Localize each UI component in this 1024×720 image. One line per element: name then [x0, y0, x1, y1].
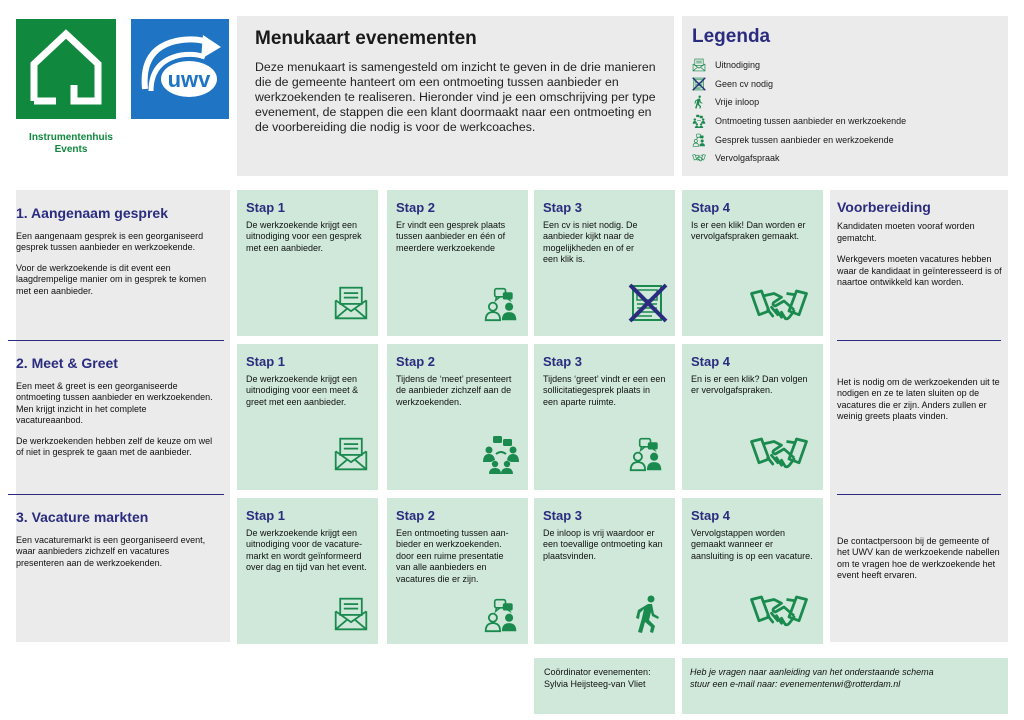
legend-item: Vrije inloop [692, 93, 998, 112]
conversation-icon [692, 133, 706, 147]
legend-panel [682, 16, 1008, 176]
section-title: 1. Aangenaam gesprek [16, 205, 168, 221]
legend-title: Legenda [692, 26, 771, 47]
meeting-group-icon [481, 434, 521, 474]
step-card: Stap 1 De werkzoekende krijgt een uitnodiging voor de vacature-markt en wordt geïnformeerd over dag en tijd van het event. [237, 498, 378, 644]
envelope-icon [333, 285, 369, 321]
contact-email[interactable]: stuur een e-mail naar: evenementenwi@rotterdam.nl [690, 679, 901, 689]
legend-item: Vervolgafspraak [692, 149, 998, 168]
section-vacature-markten: 3. Vacature markten Een vacaturemarkt is een georganiseerd event, waar aanbieders zichzelf en vacatures presenteren aan de werkzoekenden. [16, 509, 214, 578]
contact-text: Heb je vragen naar aanleiding van het onderstaande schema [690, 667, 934, 677]
house-icon [16, 19, 116, 119]
step-card: Stap 2 Er vindt een gesprek plaats tussen aanbieder en één of meerdere werkzoekende [387, 190, 528, 336]
preparation-title: Voorbereiding [837, 199, 931, 215]
page-title: Menukaart evenementen [255, 28, 477, 49]
walking-person-icon [634, 594, 664, 634]
no-cv-icon [628, 282, 668, 324]
preparation-panel [830, 190, 1008, 642]
instrumentenhuis-logo [16, 19, 116, 119]
preparation-block: De contactpersoon bij de gemeente of het UWV kan de werkzoekende nabellen om te vragen hoe de werkzoekende het event heeft ervaren. [837, 536, 1000, 581]
conversation-icon [483, 597, 519, 633]
divider [837, 340, 1001, 341]
handshake-icon [748, 592, 810, 632]
section-title: 3. Vacature markten [16, 509, 149, 525]
step-card: Stap 4 Is er een klik! Dan worden er vervolgafspraken gemaakt. [682, 190, 823, 336]
walking-person-icon [692, 95, 706, 109]
envelope-icon [333, 596, 369, 632]
intro-panel [237, 16, 674, 176]
step-card: Stap 4 Vervolgstappen worden gemaakt wanneer er aansluiting is op een vacature. [682, 498, 823, 644]
legend-item: Uitnodiging [692, 56, 998, 75]
section-title: 2. Meet & Greet [16, 355, 118, 371]
step-card: Stap 2 Tijdens de ‘meet’ presenteert de aanbieder zichzelf aan de werkzoekenden. [387, 344, 528, 490]
preparation-block: Het is nodig om de werkzoekenden uit te nodigen en ze te laten sluiten op de vacatures die er zijn. Anders zullen er weinig greets plaats vinden. [837, 377, 1000, 422]
coordinator-name: Sylvia Heijsteeg-van Vliet [544, 679, 646, 689]
step-card: Stap 3 Tijdens ‘greet’ vindt er een een sollicitatiegesprek plaats in een aparte ruimte. [534, 344, 675, 490]
divider [837, 494, 1001, 495]
preparation-block: Voorbereiding Kandidaten moeten vooraf worden gematcht. Werkgevers moeten vacatures hebben waar de kandidaat in geïnteresseerd is of naartoe ontwikkeld kan worden. [837, 199, 1002, 288]
section-meet-greet: 2. Meet & Greet Een meet & greet is een georganiseerde ontmoeting tussen aanbieder en werkzoekenden. Men krijgt inzicht in het complete vacatureaanbod. De werkzoekenden hebben zelf de keuze om wel of niet in gesprek te gaan met de aanbieder. [16, 355, 213, 458]
handshake-icon [692, 151, 706, 165]
step-card: Stap 2 Een ontmoeting tussen aan-bieder en werkzoekenden. door een ruime presentatie van alle aanbieders en vacatures die er zijn. [387, 498, 528, 644]
divider [8, 340, 224, 341]
uwv-swoosh-icon [131, 19, 229, 119]
logo-caption: Instrumentenhuis Events [29, 132, 113, 155]
step-card: Stap 4 En is er een klik? Dan volgen er vervolgafspraken. [682, 344, 823, 490]
conversation-icon [628, 436, 664, 472]
handshake-icon [748, 286, 810, 326]
svg-text:uwv: uwv [167, 67, 211, 92]
step-card: Stap 3 De inloop is vrij waardoor er een toevallige ontmoeting kan plaatsvinden. [534, 498, 675, 644]
handshake-icon [748, 434, 810, 474]
legend-item: Geen cv nodig [692, 75, 998, 94]
conversation-icon [483, 286, 519, 322]
step-card: Stap 1 De werkzoekende krijgt een uitnodiging voor een meet & greet met een aanbieder. [237, 344, 378, 490]
uwv-logo [131, 19, 229, 119]
intro-text: Deze menukaart is samengesteld om inzicht te geven in de drie manieren die de gemeente hanteert om een ontmoeting tussen aanbieder en werkzoekenden te realiseren. Hieronder vind je een omschrijving per type evenement, de stappen die een klant doormaakt naar een ontmoeting en de voorbereiding die nodig is voor de werkcoaches. [255, 60, 656, 134]
coordinator-box [534, 658, 675, 714]
legend-item: Gesprek tussen aanbieder en werkzoekende [692, 130, 998, 149]
step-card: Stap 3 Een cv is niet nodig. De aanbieder kijkt naar de mogelijkheden en of er een klik is. [534, 190, 675, 336]
step-card: Stap 1 De werkzoekende krijgt een uitnodiging voor een gesprek met een aanbieder. [237, 190, 378, 336]
meeting-group-icon [692, 114, 706, 128]
envelope-icon [333, 436, 369, 472]
coordinator-label: Coördinator evenementen: [544, 667, 651, 677]
no-cv-icon [692, 77, 706, 91]
divider [8, 494, 224, 495]
legend-item: Ontmoeting tussen aanbieder en werkzoekende [692, 112, 998, 131]
envelope-icon [692, 58, 706, 72]
section-aangenaam-gesprek: 1. Aangenaam gesprek Een aangenaam gesprek is een georganiseerd gesprek tussen aanbieder en werkzoekende. Voor de werkzoekende is dit event een laagdrempelige manier om in gesprek te komen met een aanbieder. [16, 205, 214, 306]
contact-box [682, 658, 1008, 714]
